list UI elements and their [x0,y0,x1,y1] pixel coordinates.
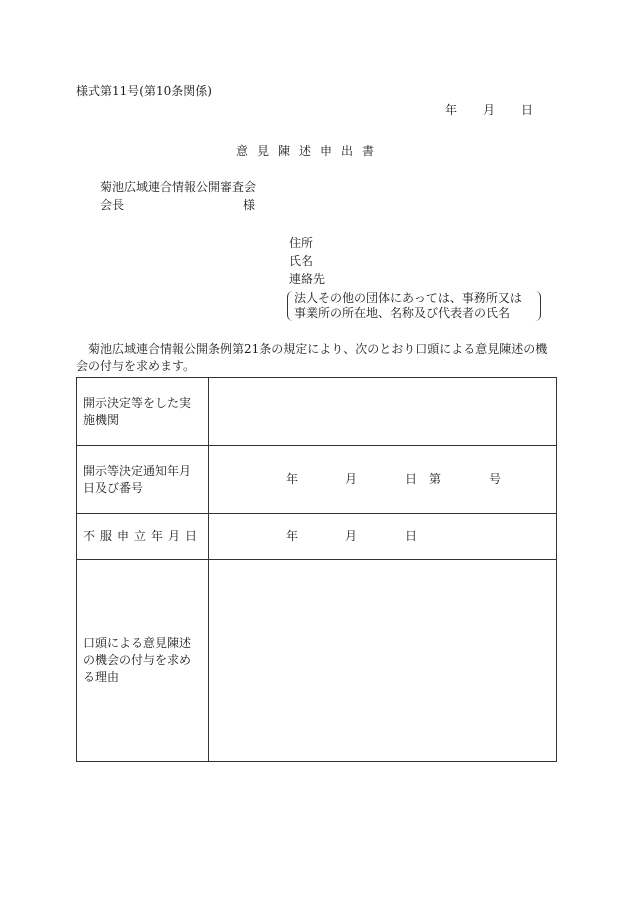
notice-month-unit: 月 [345,471,358,486]
notice-year-unit: 年 [286,471,299,486]
appeal-month-unit: 月 [345,528,358,543]
notice-dai-unit: 第 [429,471,442,486]
field-notice-date[interactable] [209,446,557,514]
applicant-address-label: 住所 [289,236,314,250]
date-month-unit: 月 [483,103,496,117]
applicant-block [289,236,325,290]
request-table [76,377,557,762]
row-label-reason: 口頭による意見陳述の機会の付与を求める理由 [77,560,209,762]
table-row [77,560,557,762]
field-agency[interactable] [209,378,557,446]
intro-text: 菊池広域連合情報公開条例第21条の規定により、次のとおり口頭による意見陳述の機会の付与を求めます。 [76,342,548,373]
applicant-note-line2: 事業所の所在地、名称及び代表者の氏名 [294,306,511,320]
form-number: 様式第11号(第10条関係) [76,84,212,98]
table-row [77,446,557,514]
date-day-unit: 日 [521,103,534,117]
notice-day-unit: 日 [405,471,418,486]
addressee-organization: 菊池広域連合情報公開審査会 [100,180,257,194]
appeal-day-unit: 日 [405,528,418,543]
applicant-name-label: 氏名 [289,254,314,268]
applicant-note-line1: 法人その他の団体にあっては、事務所又は [294,291,522,305]
table-row [77,514,557,560]
applicant-note-bracket [287,291,541,321]
row-label-appeal-date: 不服申立年月日 [77,514,209,560]
field-reason[interactable] [209,560,557,762]
applicant-contact-label: 連絡先 [289,272,326,286]
field-appeal-date[interactable] [209,514,557,560]
table-row [77,378,557,446]
addressee-honorific: 様 [243,198,256,212]
row-label-notice-date: 開示等決定通知年月日及び番号 [77,446,209,514]
submission-date [445,103,533,119]
date-year-unit: 年 [445,103,458,117]
notice-go-unit: 号 [489,471,502,486]
addressee-title: 会長 [100,198,125,212]
appeal-year-unit: 年 [286,528,299,543]
row-label-agency: 開示決定等をした実施機関 [77,378,209,446]
document-title: 意見陳述申出書 [236,144,384,158]
